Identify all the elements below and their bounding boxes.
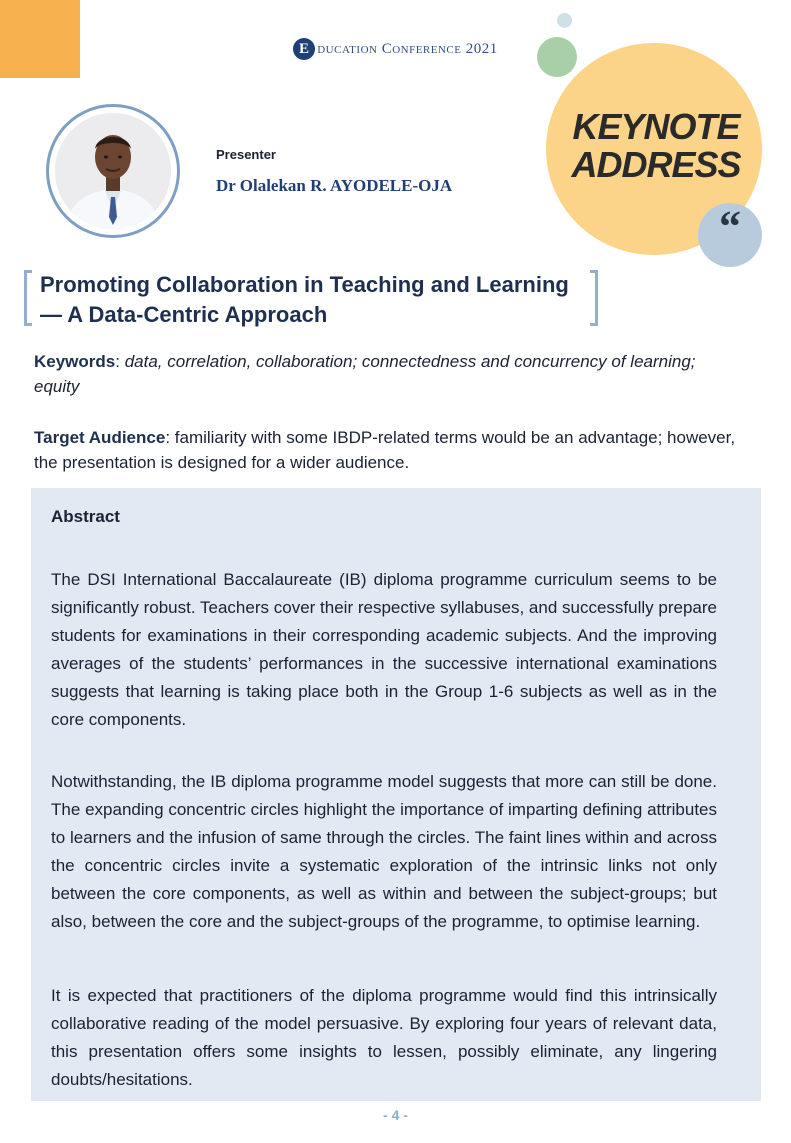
conference-name: ducation Conference 2021	[317, 40, 498, 57]
talk-title-line2: — A Data-Centric Approach	[40, 302, 328, 327]
talk-title-line1: Promoting Collaboration in Teaching and Learning	[40, 272, 569, 297]
target-audience-section: Target Audience: familiarity with some IBDP-related terms would be an advantage; however, the presentation is designed for a wider audience.	[34, 428, 736, 472]
abstract-paragraph: The DSI International Baccalaureate (IB) diploma programme curriculum seems to be significantly robust. Teachers cover their respective syllabuses, and successfully prepare students for examinations in their corresponding academic subjects. And the improving averages of the students’ performances in the successive international examinations suggests that learning is taking place both in the Group 1-6 subjects as well as in the core components.	[51, 570, 717, 729]
keywords-section: Keywords: data, correlation, collaboration; connectedness and concurrency of learning; equity	[34, 352, 696, 396]
presenter-photo-icon	[55, 113, 171, 229]
presenter-avatar	[55, 113, 171, 229]
decorative-dot-small	[557, 13, 572, 28]
keywords-label: Keywords	[34, 352, 116, 371]
keynote-line2: ADDRESS	[571, 144, 741, 185]
abstract-paragraph: It is expected that practitioners of the diploma programme would find this intrinsically collaborative reading of the model persuasive. By exploring four years of relevant data, this presentation offers some insights to lessen, possibly eliminate, any lingering doubts/hesitations.	[51, 986, 717, 1089]
abstract-paragraph: Notwithstanding, the IB diploma programme model suggests that more can still be done. The expanding concentric circles highlight the importance of imparting defining attributes to learners and the infusion of same through the circles. The faint lines within and across the concentric circles invite a systematic exploration of the intrinsic links not only between the core components, as well as within and between the subject-groups; but also, between the core and the subject-groups of the programme, to optimise learning.	[51, 772, 717, 931]
conference-logo: E	[293, 38, 315, 60]
keynote-line1: KEYNOTE	[572, 106, 740, 147]
keywords-text: data, correlation, collaboration; connectedness and concurrency of learning; equity	[34, 352, 696, 396]
page-number: - 4 -	[383, 1107, 408, 1123]
presenter-label: Presenter	[216, 147, 276, 162]
abstract-heading: Abstract	[51, 507, 120, 526]
target-audience-label: Target Audience	[34, 428, 166, 447]
presenter-name: Dr Olalekan R. AYODELE-OJA	[216, 176, 453, 195]
conference-title	[293, 38, 498, 60]
quote-icon: “	[719, 202, 741, 251]
keynote-address-label	[571, 108, 741, 184]
title-bracket-left	[24, 270, 32, 326]
target-audience-text: familiarity with some IBDP-related terms would be an advantage; however, the presentation is designed for a wider audience.	[34, 428, 736, 472]
talk-title	[40, 270, 592, 330]
decorative-dot-green	[537, 37, 577, 77]
